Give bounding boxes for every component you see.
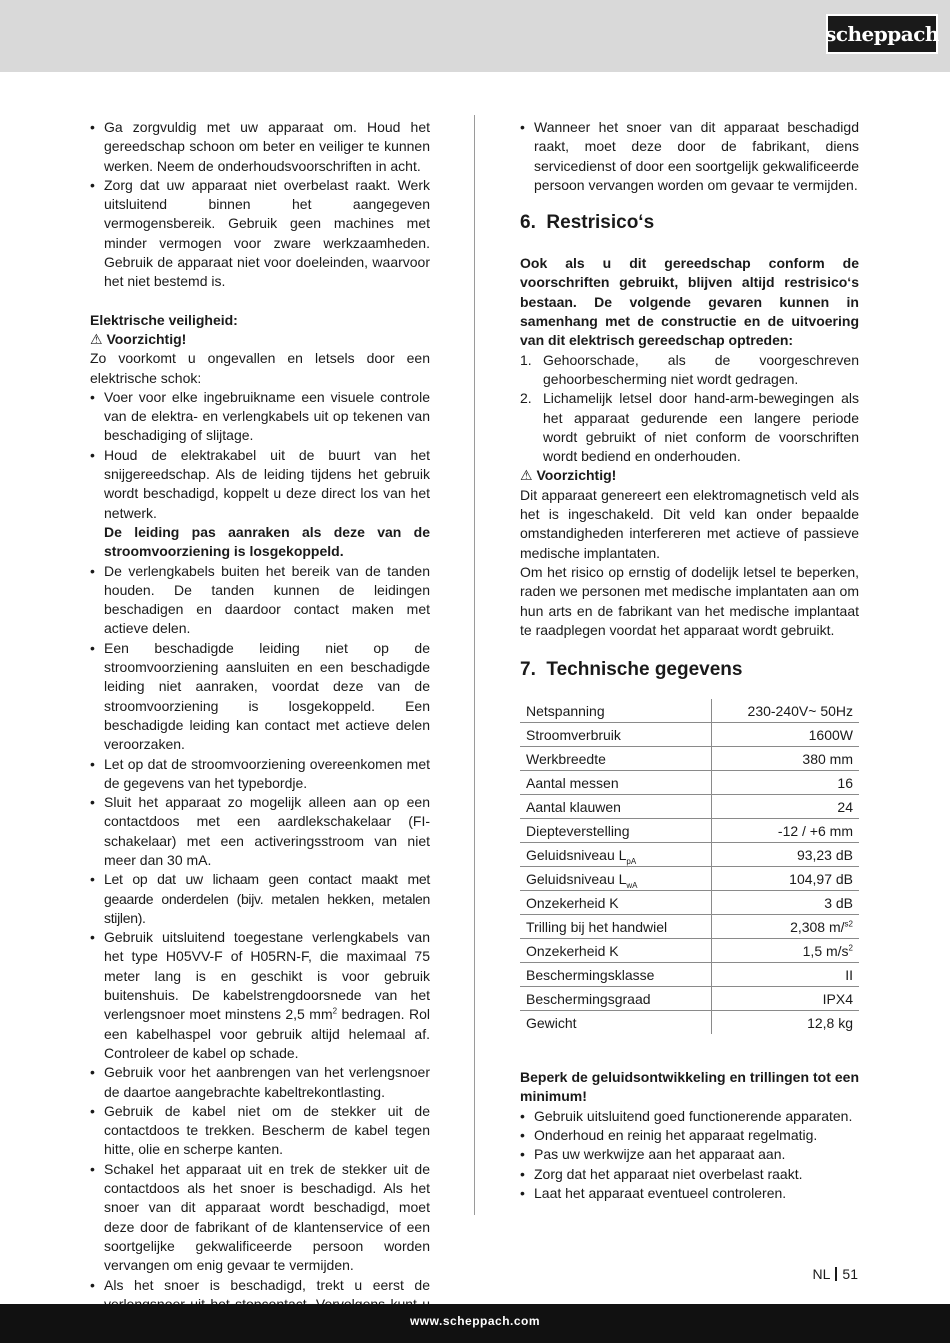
list-item-text: Lichamelijk letsel door hand-arm-bewegingen als het apparaat gedurende een langere periode wordt gebruikt of niet conform de voorschriften wordt bediend en onderhouden.: [543, 390, 859, 465]
spec-label: Netspanning: [520, 699, 712, 723]
left-column: [90, 118, 430, 1333]
list-item: [90, 446, 430, 562]
spacer: [90, 292, 430, 311]
caution-text: Voorzichtig!: [106, 330, 187, 347]
spec-value: 16: [712, 771, 859, 795]
spec-value: 104,97 dB: [712, 867, 859, 891]
spec-value: 380 mm: [712, 747, 859, 771]
risk-list: [520, 351, 859, 467]
cable-bullet: [520, 118, 859, 195]
limit-bullets: [520, 1107, 859, 1203]
spec-value-text: 1,5 m/s: [802, 942, 849, 959]
list-item-text: Gehoorschade, als de voorgeschreven gehoorbescherming niet wordt gedragen.: [543, 351, 859, 387]
table-row: [520, 1011, 859, 1035]
spec-label-sub: pA: [626, 856, 637, 866]
table-row: [520, 795, 859, 819]
limit-heading: Beperk de geluidsontwikkeling en trillingen tot een minimum!: [520, 1069, 859, 1105]
spec-value: -12 / +6 mm: [712, 819, 859, 843]
website-url: www.scheppach.com: [409, 1314, 541, 1328]
spec-label: Beschermingsklasse: [520, 963, 712, 987]
table-row: [520, 819, 859, 843]
table-row: [520, 867, 859, 891]
list-item: [520, 389, 859, 466]
spec-label: [520, 843, 712, 867]
electrical-bullets: [90, 388, 430, 1334]
implant-paragraph: Om het risico op ernstig of dodelijk letsel te beperken, raden we personen met medische implantaten aan om hun arts en de fabrikant van het medische implantaat te raadplegen voordat het apparaat wordt gebruikt.: [520, 563, 859, 638]
spec-label: Trilling bij het handwiel: [520, 915, 712, 939]
spec-value: IPX4: [712, 987, 859, 1011]
table-row: [520, 915, 859, 939]
residual-risk-intro: Ook als u dit gereedschap conform de voorschriften gebruikt, blijven altijd restrisico‘s bestaan. De volgende gevaren kunnen in samenhang met de constructie en de uitvoering van dit elektrisch gereedschap optreden:: [520, 255, 859, 349]
spec-label-text: Geluidsniveau L: [526, 870, 627, 887]
list-item: • Schakel het apparaat uit en trek de stekker uit de contactdoos als het snoer is beschadigd. Als het snoer van dit apparaat wordt beschadigd, moet deze door de fabrikant of de klantenservice of een soortgelijke gekwalificeerde persoon worden vervangen om enig gevaar te vermijden.: [90, 1160, 430, 1276]
list-item: • Een beschadigde leiding niet op de stroomvoorziening aansluiten en een beschadigde leiding niet aanraken, voordat deze van de stroomvoorziening is losgekoppeld. Een beschadigde leiding kan contact met actieve delen veroorzaken.: [90, 639, 430, 755]
section-number: 6.: [520, 212, 536, 234]
general-bullets: [90, 118, 430, 292]
table-row: [520, 723, 859, 747]
list-item: • Let op dat uw lichaam geen contact maakt met geaarde onderdelen (bijv. metalen hekken, metalen stijlen).: [90, 870, 430, 928]
list-item: • De verlengkabels buiten het bereik van de tanden houden. De tanden kunnen de leidingen beschadigen en daardoor contact maken met actieve delen.: [90, 562, 430, 639]
list-item: • Laat het apparaat eventueel controleren.: [520, 1184, 859, 1203]
list-item: • Ga zorgvuldig met uw apparaat om. Houd het gereedschap schoon om beter en veiliger te kunnen werken. Neem de onderhoudsvoorschriften in acht.: [90, 118, 430, 176]
spec-label: Aantal klauwen: [520, 795, 712, 819]
spec-value: 24: [712, 795, 859, 819]
table-row: [520, 843, 859, 867]
spec-value-text: 2,308 m/: [790, 918, 845, 935]
list-item: • Let op dat de stroomvoorziening overeenkomen met de gegevens van het typebordje.: [90, 755, 430, 794]
table-row: [520, 747, 859, 771]
disconnect-note: De leiding pas aanraken als deze van de stroomvoorziening is losgekoppeld.: [104, 523, 430, 560]
table-row: [520, 939, 859, 963]
list-item-text: Houd de elektrakabel uit de buurt van het snijgereedschap. Als de leiding tijdens het gebruik wordt beschadigd, koppelt u deze direct los van het netwerk.: [104, 446, 430, 521]
section-6-heading: [520, 211, 859, 235]
electrical-intro: Zo voorkomt u ongevallen en letsels door een elektrische schok:: [90, 350, 430, 386]
section-7-heading: [520, 658, 859, 682]
spec-label-text: Geluidsniveau L: [526, 846, 627, 863]
page-number-value: 51: [842, 1266, 858, 1282]
list-item: • Gebruik uitsluitend goed functionerende apparaten.: [520, 1107, 859, 1126]
separator: [835, 1267, 837, 1281]
list-item: • Zorg dat uw apparaat niet overbelast raakt. Werk uitsluitend binnen het aangegeven vermogensbereik. Gebruik geen machines met minder vermogen voor zware werkzaamheden. Gebruik de apparaat niet voor doeleinden, waarvoor het niet bestemd is.: [90, 176, 430, 292]
warning-icon: ⚠: [520, 467, 533, 484]
em-field-paragraph: Dit apparaat genereert een elektromagnetisch veld als het is ingeschakeld. Dit veld kan onder bepaalde omstandigheden interfereren met actieve of passieve medische implantaten.: [520, 486, 859, 561]
list-item: • Pas uw werkwijze aan het apparaat aan.: [520, 1145, 859, 1164]
column-divider: [474, 115, 475, 1215]
list-number: 2.: [520, 390, 532, 407]
header-bar: [0, 0, 950, 72]
spec-value: 3 dB: [712, 891, 859, 915]
cable-text-a: Gebruik uitsluitend toegestane verlengkabels van het type H05VV-F of H05RN-F, die maximaal 75 meter lang is en geschikt is voor gebruik buitenshuis. De kabelstrengdoorsnede van het verlengsnoer moet minstens 2,5 mm: [104, 929, 430, 1023]
warning-icon: ⚠: [90, 330, 103, 347]
cable-text-b: bedragen. Rol een kabelhaspel voor gebruik altijd helemaal af. Controleer de kabel op schade.: [104, 1006, 430, 1061]
language-code: NL: [812, 1266, 831, 1282]
electrical-safety-heading: Elektrische veiligheid:: [90, 311, 238, 328]
table-row: [520, 963, 859, 987]
caution-label: [520, 466, 859, 485]
spec-value: [712, 915, 859, 939]
list-number: 1.: [520, 351, 532, 368]
section-title: Restrisico‘s: [546, 212, 655, 234]
table-row: [520, 771, 859, 795]
list-item: [90, 928, 430, 1063]
table-row: [520, 987, 859, 1011]
spec-label: Beschermingsgraad: [520, 987, 712, 1011]
spec-label: Onzekerheid K: [520, 891, 712, 915]
spec-value-sup: 2: [848, 942, 853, 952]
list-item: • Sluit het apparaat zo mogelijk alleen aan op een contactdoos met een aardlekschakelaar (FI-schakelaar) met een activeringsstroom van niet meer dan 30 mA.: [90, 793, 430, 870]
spec-label: Stroomverbruik: [520, 723, 712, 747]
spec-label: Gewicht: [520, 1011, 712, 1035]
spec-value: 12,8 kg: [807, 1014, 853, 1031]
table-row: [520, 891, 859, 915]
right-column: [520, 118, 859, 1203]
caution-label: [90, 330, 430, 349]
list-item: • Gebruik de kabel niet om de stekker uit de contactdoos te trekken. Bescherm de kabel tegen hitte, olie en scherpe kanten.: [90, 1102, 430, 1160]
list-item: • Onderhoud en reinig het apparaat regelmatig.: [520, 1126, 859, 1145]
spec-value: 93,23 dB: [712, 843, 859, 867]
caution-text: Voorzichtig!: [536, 467, 617, 484]
spec-label: Aantal messen: [520, 771, 712, 795]
spec-label: Diepteverstelling: [520, 819, 712, 843]
cable-sup: 2: [332, 1006, 338, 1016]
list-item: • Zorg dat het apparaat niet overbelast raakt.: [520, 1165, 859, 1184]
list-item: • Wanneer het snoer van dit apparaat beschadigd raakt, moet deze door de fabrikant, diens servicedienst of door een soortgelijk gekwalificeerde persoon vervangen worden om gevaar te vermijden.: [520, 118, 859, 195]
list-item: [520, 351, 859, 390]
spacer: [520, 1034, 859, 1068]
list-item: • Als het snoer is beschadigd, trekt u eerst de: [90, 1276, 430, 1334]
section-title: Technische gegevens: [546, 659, 743, 681]
spec-label: Onzekerheid K: [520, 939, 712, 963]
list-item: • Gebruik voor het aanbrengen van het verlengsnoer de daartoe aangebrachte kabeltrekontlasting.: [90, 1063, 430, 1102]
spec-value-sup: s2: [844, 918, 853, 928]
section-number: 7.: [520, 659, 536, 681]
spec-value: 230-240V~ 50Hz: [712, 699, 859, 723]
brand-logo: scheppach: [826, 14, 938, 54]
page-number: [813, 1266, 858, 1282]
technical-data-table: [520, 699, 859, 1034]
spec-value: 1600W: [712, 723, 859, 747]
list-item: • Voer voor elke ingebruikname een visuele controle van de elektra- en verlengkabels uit op tekenen van beschadiging of slijtage.: [90, 388, 430, 446]
spec-label: Werkbreedte: [520, 747, 712, 771]
spec-label-sub: wA: [626, 880, 638, 890]
spec-value: [712, 939, 859, 963]
spec-value: II: [712, 963, 859, 987]
spec-label: [520, 867, 712, 891]
table-row: [520, 699, 859, 723]
